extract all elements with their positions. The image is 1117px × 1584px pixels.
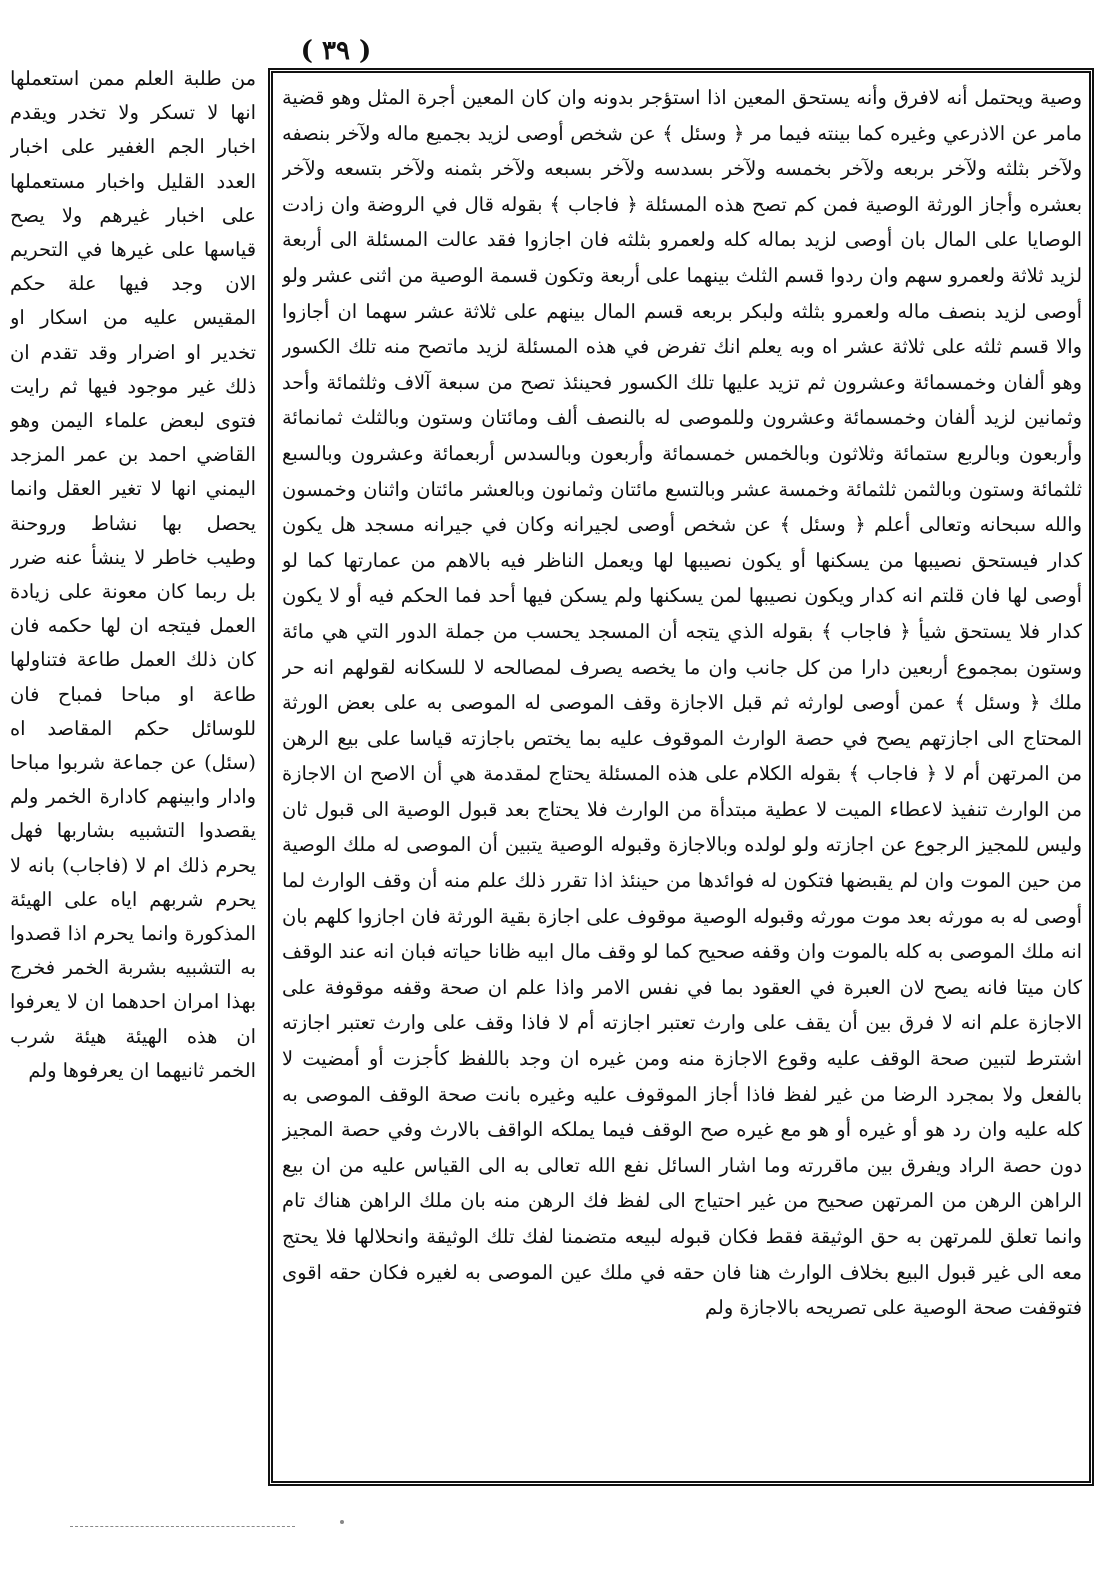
main-column-paragraph: وصية ويحتمل أنه لافرق وأنه يستحق المعين اذا استؤجر بدونه وان كان المعين أجرة المثل وهو قضية مامر عن الاذرعي وغيره كما بينته فيما مر ﴿ وسئل ﴾ عن شخص أوصى لزيد بجميع ماله ولآخر بنصفه ولآخر بثلثه ولآخر بربعه ولآخر بخمسه ولآخر بسدسه ولآخر بسبعه ولآخر بثمنه ولآخر بتسعه ولآخر بعشره وأجاز الورثة الوصية فمن كم تصح هذه المسئلة ﴿ فاجاب ﴾ بقوله قال في الروضة وان زادت الوصايا على المال بان أوصى لزيد بماله كله ولعمرو بثلثه فان اجازوا فقد عالت المسئلة الى أربعة لزيد ثلاثة ولعمرو سهم وان ردوا قسم الثلث بينهما على أربعة وتكون قسمة الوصية من اثنى عشر ولو أوصى لزيد بنصف ماله ولعمرو بثلثه ولبكر بربعه قسم المال بينهم على ثلاثة عشر سهما ان أجازوا والا قسم ثلثه على ثلاثة عشر اه وبه يعلم انك تفرض في هذه المسئلة لزيد ماتصح منه تلك الكسور وهو ألفان وخمسمائة وعشرون ثم تزيد عليها تلك الكسور فحينئذ تصح من سبعة آلاف وثلثمائة وأحد وثمانين لزيد ألفان وخمسمائة وعشرون وللموصى له بالنصف ألف ومائتان وستون وبالثلث ثمانمائة وأربعون وبالربع ستمائة وثلاثون وبالخمس خمسمائة وأربعون وبالسدس أربعمائة وعشرون وبالسبع ثلثمائة وستون وبالثمن ثلثمائة وخمسة عشر وبالتسع مائتان وثمانون وبالعشر مائتان واثنان وخمسون والله سبحانه وتعالى أعلم ﴿ وسئل ﴾ عن شخص أوصى لجيرانه وكان في جيرانه مسجد هل يكون كدار فيستحق نصيبها من يسكنها أو يكون نصيبها لها ويعمل الناظر فيه بالاهم من عمارتها كما لو أوصى لها فان قلتم انه كدار ويكون نصيبها لمن يسكنها ولم يسكن فيها أحد فما الحكم فيه أو لا يكون كدار فلا يستحق شيأ ﴿ فاجاب ﴾ بقوله الذي يتجه أن المسجد يحسب من جملة الدور التي هي مائة وستون بمجموع أربعين دارا من كل جانب وان ما يخصه يصرف لمصالحه لا للسكانه لقولهم انه حر ملك ﴿ وسئل ﴾ عمن أوصى لوارثه ثم قبل الاجازة وقف الموصى له الموصى به على بعض الورثة المحتاج الى اجازتهم يصح في حصة الوارث الموقوف عليه بما يختص باجازته قياسا على بيع الرهن من المرتهن أم لا ﴿ فاجاب ﴾ بقوله الكلام على هذه المسئلة يحتاج لمقدمة هي أن الاصح ان الاجازة من الوارث تنفيذ لاعطاء الميت لا عطية مبتدأة من الوارث فلا يحتاج بعد قبول الوصية الى قبول ثان وليس للمجيز الرجوع عن اجازته ولو لولده وبالاجازة وقبوله الوصية يتبين أن الموصى له ملك الوصية من حين الموت وان لم يقبضها فتكون له فوائدها من حينئذ اذا تقرر ذلك علم منه أن وقف الوارث لما أوصى له به مورثه بعد موت مورثه وقبوله الوصية موقوف على اجازة بقية الورثة فان اجازوا كلهم بان انه ملك الموصى به كله بالموت وان وقفه صحيح كما لو وقف مال ابيه ظانا حياته فبان انه عند الوقف كان ميتا فانه يصح لان العبرة في العقود بما في نفس الامر واذا علم ان صحة وقفه موقوفة على الاجازة علم انه لا فرق بين أن يقف على وارث تعتبر اجازته أم لا فاذا وقف على وارث تعتبر اجازته اشترط لتبين صحة الوقف عليه وقوع الاجازة منه ومن غيره ان وجد باللفظ كأجزت أو أمضيت لا بالفعل ولا بمجرد الرضا من غير لفظ فاذا أجاز الموقوف عليه وغيره بانت صحة الوقف الموصى به كله عليه وان رد هو أو غيره أو هو مع غيره صح الوقف فيما يملكه الواقف بالارث وفي حصة المجيز دون حصة الراد ويفرق بين ماقررته وما اشار السائل نفع الله تعالى به الى القياس عليه من ان بيع الراهن الرهن من المرتهن صحيح من غير احتياج الى لفظ فك الرهن منه بان ملك الراهن هناك تام وانما تعلق للمرتهن به حق الوثيقة فقط فكان قبوله لبيعه متضمنا لفك تلك الوثيقة وانحلالها فلا يحتج معه الى غير قبول البيع بخلاف الوارث هنا فان حقه في ملك عين الموصى به لغيره فكان حقه اقوى فتوقفت صحة الوصية على تصريحه بالاجازة ولم [282,86,1082,1320]
footer-rule [70,1526,295,1527]
side-column-text [10,62,256,1482]
print-mark [340,1520,344,1524]
side-column-paragraph: من طلبة العلم ممن استعملها انها لا تسكر ولا تخدر ويقدم اخبار الجم الغفير على اخبار العدد القليل واخبار مستعملها على اخبار غيرهم ولا يصح قياسها على غيرها في التحريم الان وجد فيها علة حكم المقيس عليه من اسكار او تخدير او اضرار وقد تقدم ان ذلك غير موجود فيها ثم رايت فتوى لبعض علماء اليمن وهو القاضي احمد بن عمر المزجد اليمني انها لا تغير العقل وانما يحصل بها نشاط وروحنة وطيب خاطر لا ينشأ عنه ضرر بل ربما كان معونة على زيادة العمل فيتجه ان لها حكمه فان كان ذلك العمل طاعة فتناولها طاعة او مباحا فمباح فان للوسائل حكم المقاصد اه (سئل) عن جماعة شربوا مباحا وادار وابينهم كادارة الخمر ولم يقصدوا التشبيه بشاربها فهل يحرم ذلك ام لا (فاجاب) بانه لا يحرم شربهم اياه على الهيئة المذكورة وانما يحرم اذا قصدوا به التشبيه بشربة الخمر فخرج بهذا امران احدهما ان لا يعرفوا ان هذه الهيئة هيئة شرب الخمر ثانيهما ان يعرفوها ولم [10,67,256,1082]
main-column-text [282,80,1082,1480]
page-number: ( ٣٩ ) [300,36,372,66]
